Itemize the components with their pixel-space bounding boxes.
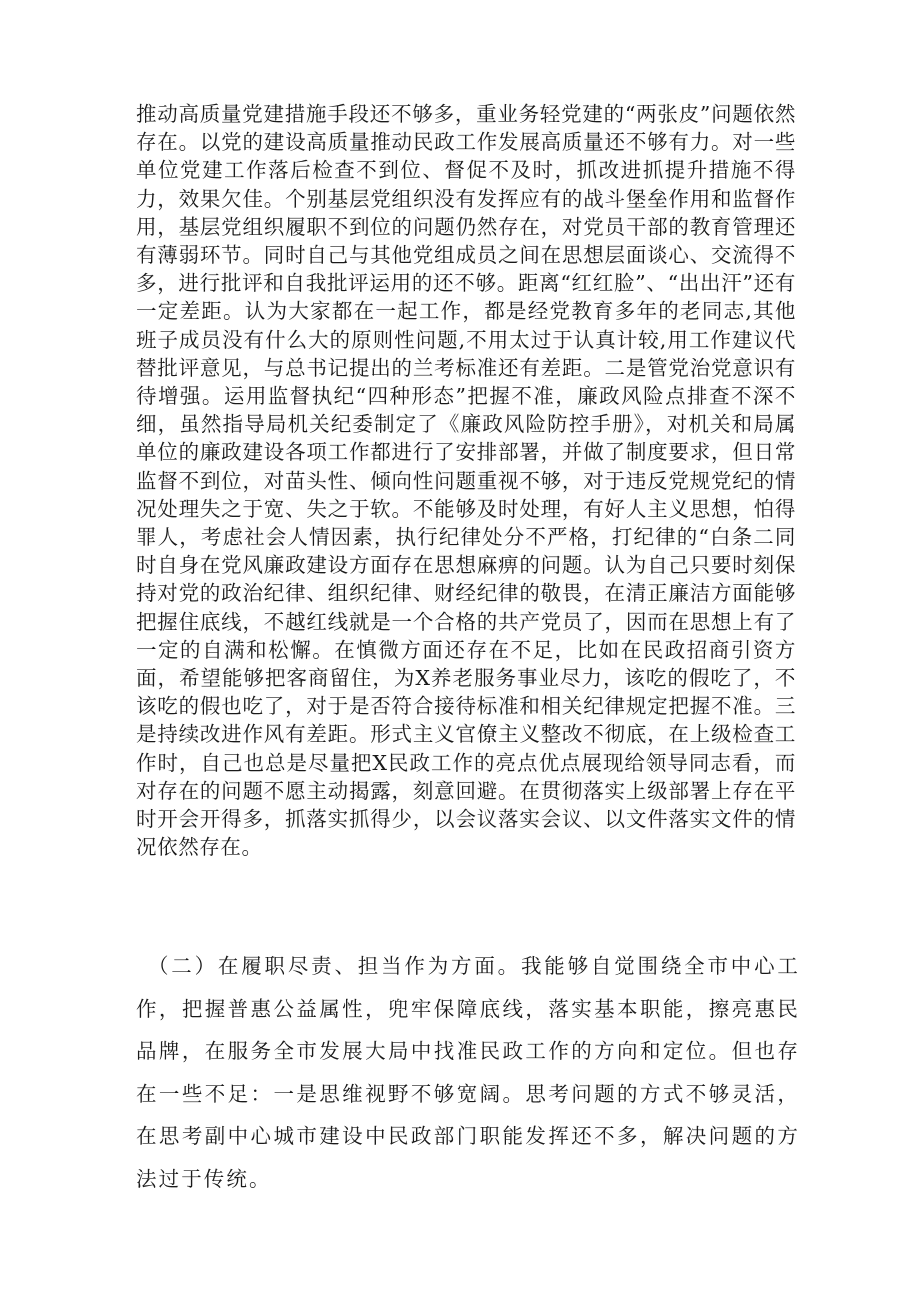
body-paragraph-2: （二）在履职尽责、担当作为方面。我能够自觉围绕全市中心工作，把握普惠公益属性，兜牢保障底线，落实基本职能，擦亮惠民品牌，在服务全市发展大局中找准民政工作的方向和定位。但也存在一些不足：一是思维视野不够宽阔。思考问题的方式不够灵活，在思考副中心城市建设中民政部门职能发挥还不多，解决问题的方法过于传统。 [136, 954, 800, 1191]
body-paragraph-1: 推动高质量党建措施手段还不够多，重业务轻党建的“两张皮”问题依然存在。以党的建设高质量推动民政工作发展高质量还不够有力。对一些单位党建工作落后检查不到位、督促不及时，抓改进抓提升措施不得力，效果欠佳。个别基层党组织没有发挥应有的战斗堡垒作用和监督作用，基层党组织履职不到位的问题仍然存在，对党员干部的教育管理还有薄弱环节。同时自己与其他党组成员之间在思想层面谈心、交流得不多，进行批评和自我批评运用的还不够。距离“红红脸”、“出出汗”还有一定差距。认为大家都在一起工作，都是经党教育多年的老同志,其他班子成员没有什么大的原则性问题,不用太过于认真计较,用工作建议代替批评意见，与总书记提出的兰考标准还有差距。二是管党治党意识有待增强。运用监督执纪“四种形态”把握不准，廉政风险点排查不深不细，虽然指导局机关纪委制定了《廉政风险防控手册》，对机关和局属单位的廉政建设各项工作都进行了安排部署，并做了制度要求，但日常监督不到位，对苗头性、倾向性问题重视不够，对于违反党规党纪的情况处理失之于宽、失之于软。不能够及时处理，有好人主义思想，怕得罪人，考虑社会人情因素，执行纪律处分不严格，打纪律的“白条二同时自身在党风廉政建设方面存在思想麻痹的问题。认为自己只要时刻保持对党的政治纪律、组织纪律、财经纪律的敬畏，在清正廉洁方面能够把握住底线，不越红线就是一个合格的共产党员了，因而在思想上有了一定的自满和松懈。在慎微方面还存在不足，比如在民政招商引资方面，希望能够把客商留住，为X养老服务事业尽力，该吃的假吃了，不该吃的假也吃了，对于是否符合接待标准和相关纪律规定把握不准。三是持续改进作风有差距。形式主义官僚主义整改不彻底，在上级检查工作时，自己也总是尽量把X民政工作的亮点优点展现给领导同志看，而对存在的问题不愿主动揭露，刻意回避。在贯彻落实上级部署上存在平时开会开得多，抓落实抓得少，以会议落实会议、以文件落实文件的情况依然存在。 [136, 102, 796, 860]
